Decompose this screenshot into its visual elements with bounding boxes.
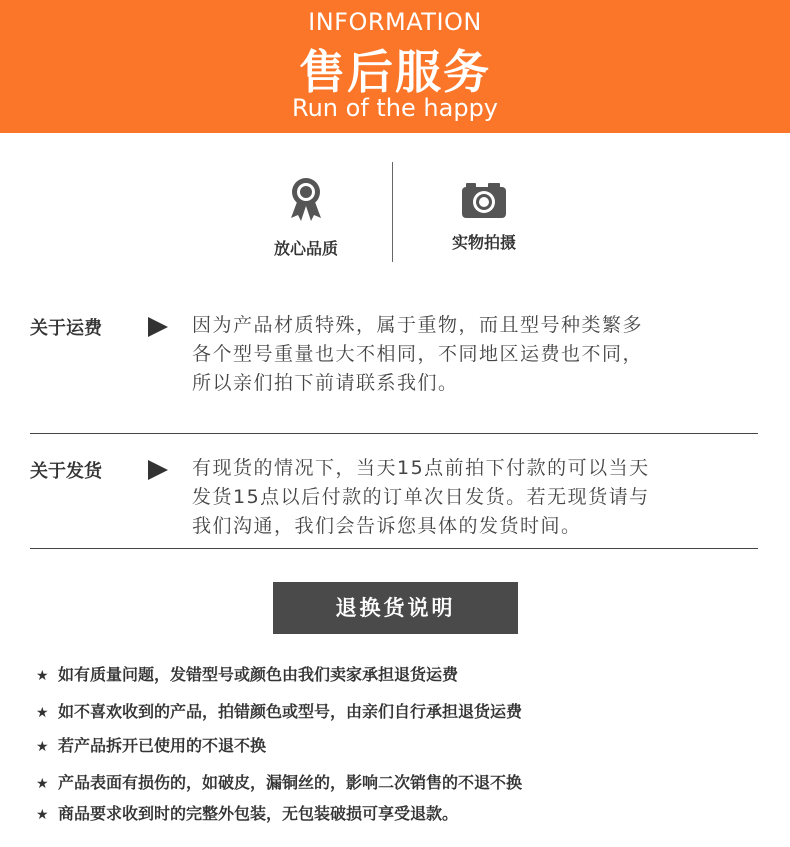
list-item: ★ 若产品拆开已使用的不退不换 bbox=[36, 736, 267, 755]
feature-strip bbox=[0, 162, 790, 262]
list-item: ★ 如不喜欢收到的产品，拍错颜色或型号，由亲们自行承担退货运费 bbox=[36, 702, 523, 721]
info-line: 因为产品材质特殊，属于重物，而且型号种类繁多 bbox=[192, 314, 644, 336]
list-item: ★ 如有质量问题，发错型号或颜色由我们卖家承担退货运费 bbox=[36, 665, 459, 684]
banner-en-top: INFORMATION bbox=[308, 8, 482, 36]
play-arrow-icon bbox=[148, 460, 168, 480]
feature-photo bbox=[424, 162, 544, 253]
star-icon: ★ bbox=[36, 739, 49, 755]
list-item: ★ 产品表面有损伤的，如破皮，漏铜丝的，影响二次销售的不退不换 bbox=[36, 773, 523, 792]
star-icon: ★ bbox=[36, 776, 49, 792]
banner-title: 售后服务 bbox=[299, 45, 491, 99]
info-title-shipping-fee: 关于运费 bbox=[30, 318, 102, 339]
play-arrow-icon bbox=[148, 317, 168, 337]
info-text-delivery bbox=[192, 454, 762, 541]
feature-label-photo: 实物拍摄 bbox=[451, 233, 516, 252]
info-line: 各个型号重量也大不相同，不同地区运费也不同， bbox=[192, 343, 644, 365]
feature-divider bbox=[392, 162, 393, 262]
info-line: 所以亲们拍下前请联系我们。 bbox=[192, 372, 459, 394]
star-icon: ★ bbox=[36, 668, 49, 684]
divider-line bbox=[30, 548, 758, 549]
info-text-shipping-fee bbox=[192, 311, 762, 398]
feature-label-quality: 放心品质 bbox=[273, 239, 338, 258]
returns-heading: 退换货说明 bbox=[273, 582, 518, 634]
info-line: 我们沟通，我们会告诉您具体的发货时间。 bbox=[192, 515, 582, 537]
camera-icon bbox=[460, 180, 508, 220]
info-line: 有现货的情况下，当天15点前拍下付款的可以当天 bbox=[192, 457, 650, 479]
info-title-delivery: 关于发货 bbox=[30, 461, 102, 482]
award-ribbon-icon bbox=[288, 176, 324, 222]
feature-quality bbox=[246, 162, 366, 259]
star-icon: ★ bbox=[36, 705, 49, 721]
list-item: ★ 商品要求收到时的完整外包装，无包装破损可享受退款。 bbox=[36, 804, 459, 823]
header-banner bbox=[0, 0, 790, 133]
banner-en-bottom: Run of the happy bbox=[291, 94, 498, 122]
divider-line bbox=[30, 433, 758, 434]
star-icon: ★ bbox=[36, 807, 49, 823]
info-line: 发货15点以后付款的订单次日发货。若无现货请与 bbox=[192, 486, 650, 508]
